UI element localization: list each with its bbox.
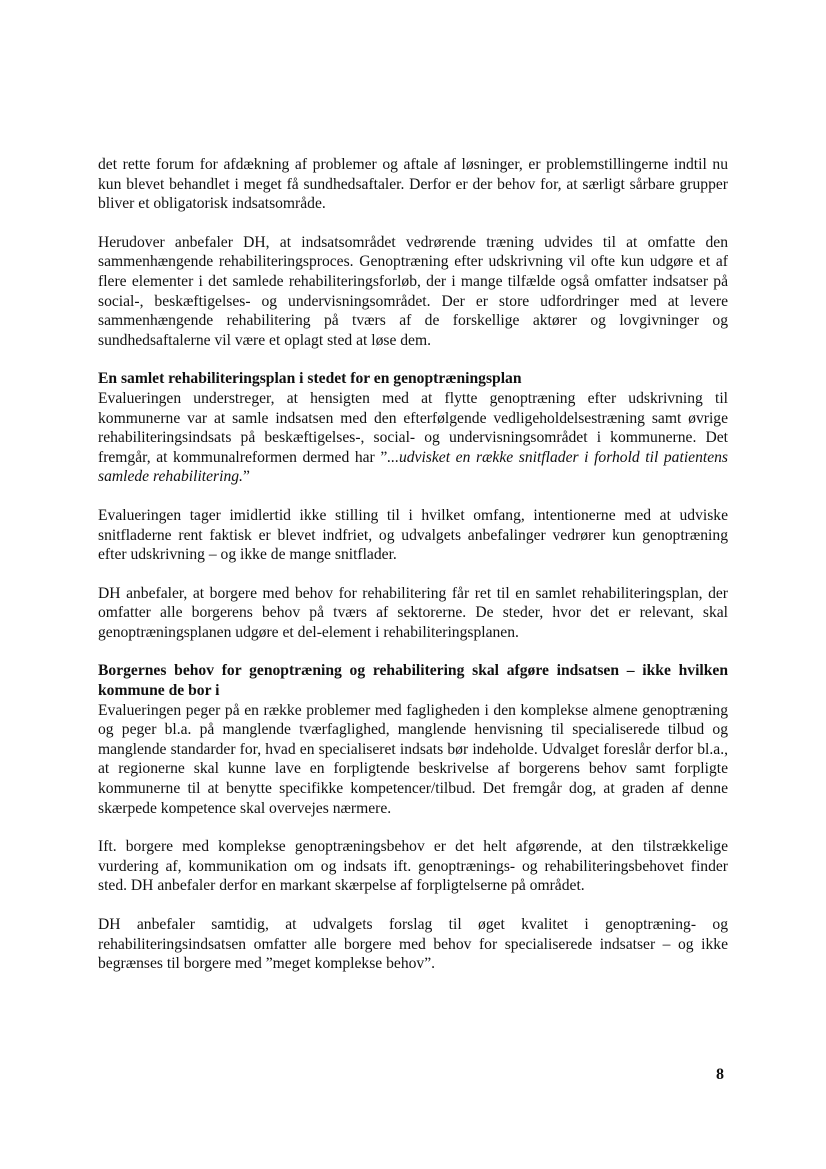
section-borgernes-behov <box>98 661 728 818</box>
section-paragraph <box>98 389 728 487</box>
page-number: 8 <box>716 1066 724 1083</box>
quote-text: ...udvisket en række snitflader i forhold til patientens samlede rehabilitering. <box>98 448 728 486</box>
section-heading: En samlet rehabiliteringsplan i stedet for en genoptræningsplan <box>98 370 522 388</box>
paragraph-text: Evalueringen understreger, at hensigten med at flytte genoptræning efter udskrivning til kommunerne var at samle indsatsen med den efterfølgende vedligeholdelsestræning samt øvrige rehabiliteringsindsats på beskæftigelses-, social- og undervisningsområdet i kommunerne. Det fremgår, at kommunalreformen dermed har ” <box>98 389 728 466</box>
section-paragraph: Evalueringen peger på en række problemer med fagligheden i den komplekse almene genoptræning og peger bl.a. på manglende tværfaglighed, manglende henvisning til specialiserede tilbud og manglende standarder for, hvad en specialiseret indsats bør indeholde. Udvalget foreslår derfor bl.a., at regionerne skal kunne lave en forpligtende beskrivelse af borgerens behov samt forpligte kommunerne til at benytte specifikke kompetencer/tilbud. Det fremgår dog, at graden af denne skærpede kompetence skal overvejes nærmere. <box>98 701 728 817</box>
intro-paragraph-2: Herudover anbefaler DH, at indsatsområdet vedrørende træning udvides til at omfatte den sammenhængende rehabiliteringsproces. Genoptræning efter udskrivning vil ofte kun udgøre et af flere elementer i det samlede rehabiliteringsforløb, der i mange tilfælde også omfatter indsatser på social-, beskæftigelses- og undervisningsområdet. Der er store udfordringer med at levere sammenhængende rehabilitering på tværs af de forskellige aktører og lovgivninger og sundhedsaftalerne vil være et oplagt sted at løse dem. <box>98 233 728 349</box>
document-page <box>98 155 728 993</box>
section1-paragraph-2: Evalueringen tager imidlertid ikke stilling til i hvilket omfang, intentionerne med at udviske snitfladerne rent faktisk er blevet indfriet, og udvalgets anbefalinger vedrører kun genoptræning efter udskrivning – og ikke de mange snitflader. <box>98 506 728 564</box>
section-rehabiliteringsplan <box>98 369 728 487</box>
quote-end: ” <box>242 468 250 486</box>
section-heading: Borgernes behov for genoptræning og rehabilitering skal afgøre indsatsen – ikke hvilken kommune de bor i <box>98 662 728 700</box>
section1-paragraph-3: DH anbefaler, at borgere med behov for rehabilitering får ret til en samlet rehabiliteringsplan, der omfatter alle borgerens behov på tværs af sektorerne. De steder, hvor det er relevant, skal genoptræningsplanen udgøre et del-element i rehabiliteringsplanen. <box>98 584 728 641</box>
intro-paragraph-1: det rette forum for afdækning af problemer og aftale af løsninger, er problemstillingerne indtil nu kun blevet behandlet i meget få sundhedsaftaler. Derfor er der behov for, at særligt sårbare grupper bliver et obligatorisk indsatsområde. <box>98 156 728 213</box>
section2-paragraph-2: Ift. borgere med komplekse genoptræningsbehov er det helt afgørende, at den tilstrækkelige vurdering af, kommunikation om og indsats ift. genoptrænings- og rehabiliteringsbehovet finder sted. DH anbefaler derfor en markant skærpelse af forpligtelserne på området. <box>98 838 728 895</box>
section2-paragraph-3: DH anbefaler samtidig, at udvalgets forslag til øget kvalitet i genoptræning- og rehabiliteringsindsatsen omfatter alle borgere med behov for specialiserede indsatser – og ikke begrænses til borgere med ”meget komplekse behov”. <box>98 916 728 973</box>
